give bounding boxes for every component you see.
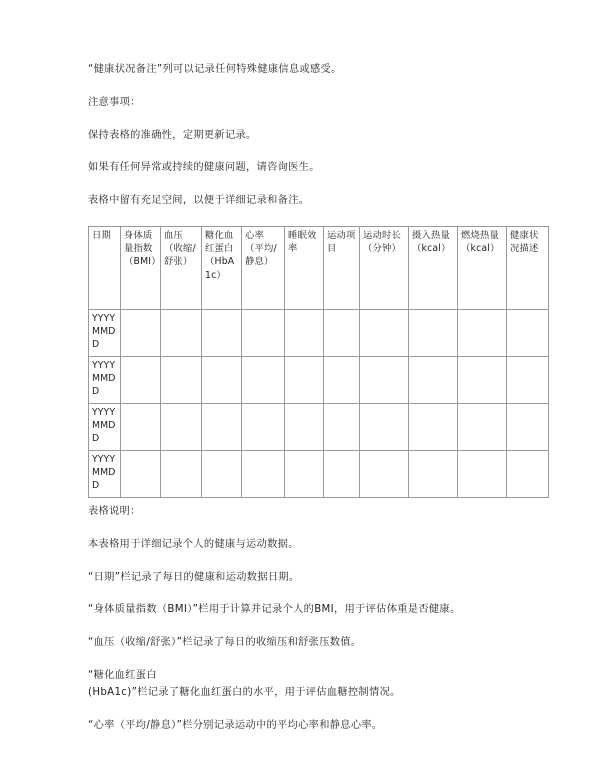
cell-heart-rate[interactable] [242,309,285,356]
cell-calorie-burn[interactable] [458,356,507,403]
intro-paragraph-space-note: 表格中留有充足空间，以便于详细记录和备注。 [88,195,310,207]
column-header-calorie-intake: 摄入热量（kcal） [409,226,458,309]
explanation-heading: 表格说明： [88,505,141,517]
column-header-hba1c: 糖化血红蛋白（HbA1c） [202,226,242,309]
cell-health-status[interactable] [507,356,549,403]
cell-calorie-burn[interactable] [458,309,507,356]
explanation-purpose: 本表格用于详细记录个人的健康与运动数据。 [88,538,299,550]
explanation-date-column: “日期”栏记录了每日的健康和运动数据日期。 [88,571,300,583]
cell-heart-rate[interactable] [242,450,285,497]
cell-date[interactable]: YYYYMMDD [89,450,121,497]
column-header-exercise-duration: 运动时长（分钟） [360,226,409,309]
cell-bmi[interactable] [121,450,161,497]
cell-heart-rate[interactable] [242,403,285,450]
cell-heart-rate[interactable] [242,356,285,403]
cell-blood-pressure[interactable] [161,403,202,450]
cell-health-status[interactable] [507,309,549,356]
cell-sleep-efficiency[interactable] [285,356,324,403]
table-header [89,226,549,309]
cell-blood-pressure[interactable] [161,450,202,497]
cell-hba1c[interactable] [202,309,242,356]
table-row [89,356,549,403]
cell-sleep-efficiency[interactable] [285,403,324,450]
explanation-heart-rate-column: “心率（平均/静息）”栏分别记录运动中的平均心率和静息心率。 [88,720,383,732]
table-header-row [89,226,549,309]
cell-hba1c[interactable] [202,356,242,403]
cell-calorie-burn[interactable] [458,403,507,450]
intro-paragraph-health-notes: “健康状况备注”列可以记录任何特殊健康信息或感受。 [88,64,342,75]
cell-calorie-burn[interactable] [458,450,507,497]
table-body [89,309,549,497]
cell-exercise-type[interactable] [324,403,360,450]
explanation-hba1c-column-line2: (HbA1c)”栏记录了糖化血红蛋白的水平，用于评估血糖控制情况。 [88,687,401,699]
column-header-blood-pressure: 血压（收缩/舒张） [161,226,202,309]
cell-exercise-type[interactable] [324,309,360,356]
intro-paragraph-consult-doctor: 如果有任何异常或持续的健康问题，请咨询医生。 [88,162,320,174]
cell-blood-pressure[interactable] [161,309,202,356]
cell-date[interactable]: YYYYMMDD [89,356,121,403]
cell-health-status[interactable] [507,403,549,450]
table-row [89,403,549,450]
cell-date[interactable]: YYYYMMDD [89,309,121,356]
intro-paragraph-precautions-heading: 注意事项： [88,96,141,108]
cell-bmi[interactable] [121,309,161,356]
column-header-sleep-efficiency: 睡眠效率 [285,226,324,309]
cell-exercise-duration[interactable] [360,403,409,450]
column-header-health-status: 健康状况描述 [507,226,549,309]
cell-hba1c[interactable] [202,403,242,450]
cell-bmi[interactable] [121,356,161,403]
column-header-date: 日期 [89,226,121,309]
table-row [89,450,549,497]
explanation-hba1c-column-line1: “糖化血红蛋白 [88,669,157,681]
cell-calorie-intake[interactable] [409,450,458,497]
cell-calorie-intake[interactable] [409,356,458,403]
cell-exercise-duration[interactable] [360,450,409,497]
cell-health-status[interactable] [507,450,549,497]
cell-hba1c[interactable] [202,450,242,497]
column-header-exercise-type: 运动项目 [324,226,360,309]
cell-sleep-efficiency[interactable] [285,450,324,497]
column-header-bmi: 身体质量指数（BMI） [121,226,161,309]
cell-date[interactable]: YYYYMMDD [89,403,121,450]
column-header-calorie-burn: 燃烧热量（kcal） [458,226,507,309]
cell-sleep-efficiency[interactable] [285,309,324,356]
cell-exercise-type[interactable] [324,450,360,497]
explanation-bmi-column: “身体质量指数（BMI）”栏用于计算并记录个人的BMI，用于评估体重是否健康。 [88,604,461,616]
intro-paragraph-accuracy: 保持表格的准确性，定期更新记录。 [88,129,257,141]
health-record-table [88,226,549,498]
cell-exercise-duration[interactable] [360,309,409,356]
cell-bmi[interactable] [121,403,161,450]
table-row [89,309,549,356]
cell-calorie-intake[interactable] [409,309,458,356]
cell-calorie-intake[interactable] [409,403,458,450]
cell-exercise-duration[interactable] [360,356,409,403]
cell-blood-pressure[interactable] [161,356,202,403]
explanation-blood-pressure-column: “血压（收缩/舒张）”栏记录了每日的收缩压和舒张压数值。 [88,637,362,649]
cell-exercise-type[interactable] [324,356,360,403]
column-header-heart-rate: 心率（平均/静息） [242,226,285,309]
